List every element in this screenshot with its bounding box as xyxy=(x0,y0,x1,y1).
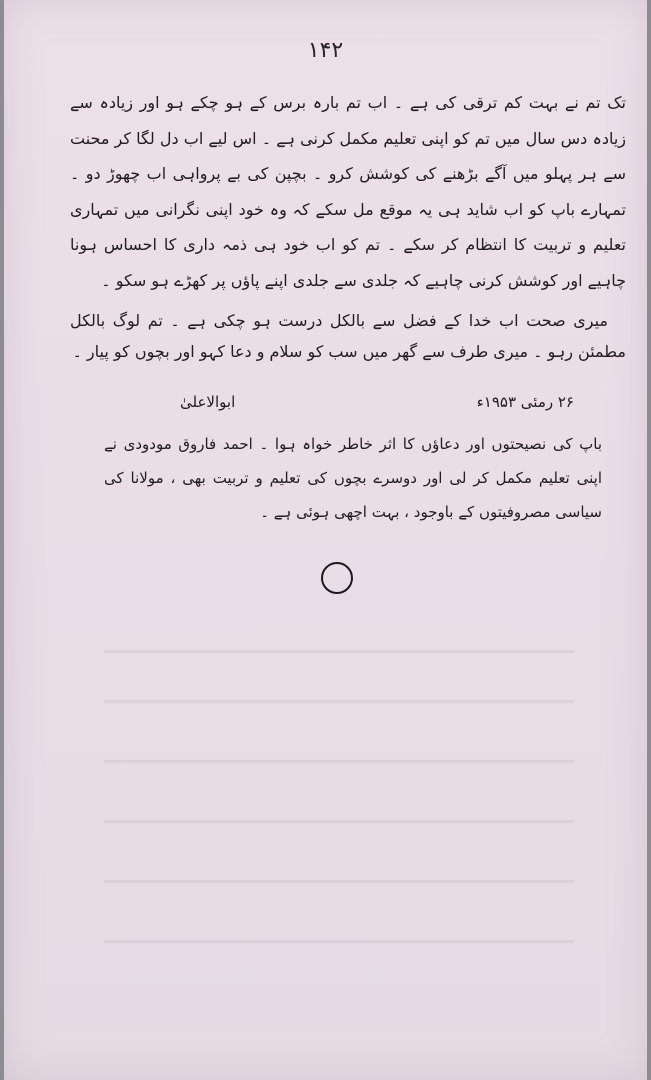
show-through-line xyxy=(104,700,574,703)
letter-date: ۲۶ رمئی ۱۹۵۳ء xyxy=(476,393,574,411)
show-through-line xyxy=(104,650,574,653)
letter-signature: ابوالاعلیٰ xyxy=(180,393,236,411)
show-through-line xyxy=(104,940,574,943)
letter-paragraph-2: میری صحت اب خدا کے فضل سے بالکل درست ہو چکی ہے ۔ تم لوگ بالکل مطمئن رہو ۔ میری طرف سے گھر میں سب کو سلام و دعا کہو اور بچوں کو پیار ۔ xyxy=(70,311,626,361)
show-through-line xyxy=(104,820,574,823)
letter-signature-line xyxy=(70,393,626,423)
page-number: ۱۴۲ xyxy=(307,38,344,63)
letter-paragraph-1: تک تم نے بہت کم ترقی کی ہے ۔ اب تم بارہ برس کے ہو چکے ہو اور زیادہ سے زیادہ دس سال میں تم کو اپنی تعلیم مکمل کرنی ہے ۔ اس لیے اب دل لگا کر محنت سے ہر پہلو میں آگے بڑھنے کی کوشش کرو ۔ بچپن کی بے پرواہی اب چھوڑ دو ۔ تمہارے باپ کو اب شاید ہی یہ موقع مل سکے کہ وہ خود اپنی نگرانی میں تمہاری تعلیم و تربیت کا انتظام کر سکے ۔ تم کو اب خود ہی ذمہ داری کا احساس ہونا چاہیے اور کوشش کرنی چاہیے کہ جلدی سے جلدی اپنے پاؤں پر کھڑے ہو سکو ۔ xyxy=(70,93,626,290)
closing-note: باپ کی نصیحتوں اور دعاؤں کا اثر خاطر خواہ ہوا ۔ احمد فاروق مودودی نے اپنی تعلیم مکمل کر لی اور دوسرے بچوں کی تعلیم و تربیت بھی ، مولانا کی سیاسی مصروفیتوں کے باوجود ، بہت اچھی ہوئی ہے ۔ xyxy=(104,435,602,521)
show-through-line xyxy=(104,760,574,763)
book-page xyxy=(4,0,647,1080)
show-through-line xyxy=(104,880,574,883)
section-end-circle-icon xyxy=(321,562,353,594)
